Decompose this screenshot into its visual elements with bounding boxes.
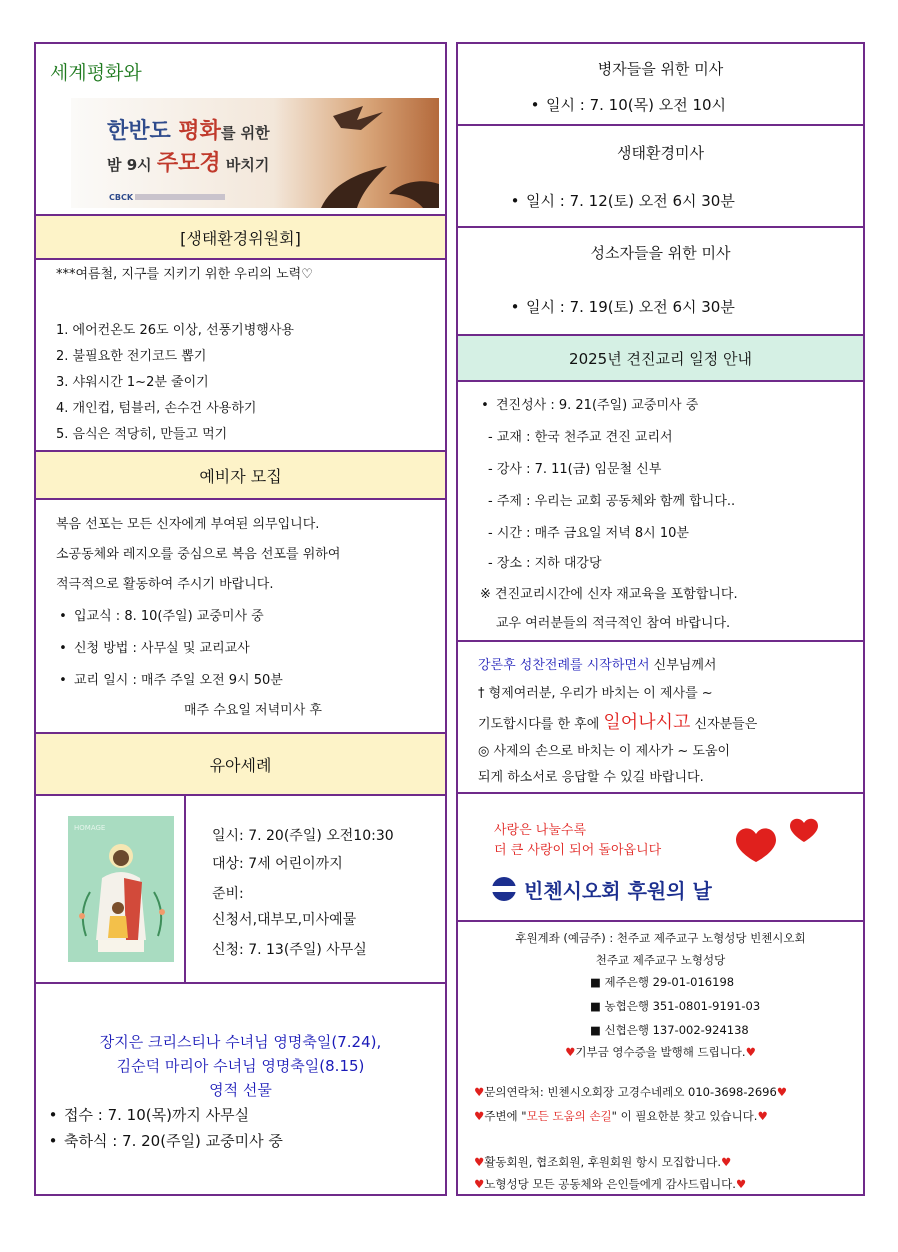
liturgy-section — [456, 640, 865, 794]
vincent-help-b: 모든 도움의 손길 — [526, 1109, 612, 1123]
catechumen-p2: 소공동체와 레지오를 중심으로 복음 선포를 위하여 — [56, 547, 341, 562]
banner-line2: 밤 9시 주모경 바치기 — [107, 151, 270, 176]
vincent-receipt: ♥기부금 영수증을 발행해 드립니다.♥ — [565, 1045, 756, 1059]
liturgy-l3a: 기도합시다를 한 후에 — [478, 717, 604, 732]
vincent-logo-icon — [492, 877, 516, 901]
catechumen-p1: 복음 선포는 모든 신자에게 부여된 의무입니다. — [56, 517, 320, 532]
confirm-header: 2025년 견진교리 일정 안내 — [456, 334, 865, 382]
vincent-thanks: ♥노형성당 모든 공동체와 은인들에게 감사드립니다.♥ — [474, 1177, 747, 1191]
catechumen-section — [34, 498, 447, 734]
liturgy-l4: ◎ 사제의 손으로 바치는 이 제사가 ~ 도움이 — [478, 744, 731, 759]
catechumen-p3: 적극적으로 활동하여 주시기 바랍니다. — [56, 577, 274, 592]
catechumen-b2 — [52, 634, 250, 664]
cbck-logo: CBCK — [109, 193, 134, 202]
eco-mass-section — [456, 124, 865, 228]
confirm-l2: - 강사 : 7. 11(금) 임문철 신부 — [488, 462, 662, 477]
vincent-bank2: ■ 농협은행 351-0801-9191-03 — [590, 999, 761, 1013]
vincent-bank3: ■ 신협은행 137-002-924138 — [590, 1023, 749, 1037]
eco-item-3: 3. 샤워시간 1~2분 줄이기 — [56, 375, 209, 390]
confirm-n1: ※ 견진교리시간에 신자 재교육을 포함합니다. — [480, 587, 738, 602]
vincent-slogan1: 사랑은 나눌수록 — [494, 823, 587, 838]
vincent-contact-text: 문의연락처: 빈첸시오회장 고경수네레오 010-3698-2696 — [484, 1085, 777, 1099]
vincent-thanks-text: 노형성당 모든 공동체와 은인들에게 감사드립니다. — [484, 1177, 736, 1191]
infant-l2: 대상: 7세 어린이까지 — [212, 856, 343, 872]
peace-banner — [71, 98, 439, 208]
youth-mass-date — [504, 294, 735, 320]
youth-mass-date-text: 일시 : 7. 19(토) 오전 6시 30분 — [526, 298, 735, 316]
vincent-bank1: ■ 제주은행 29-01-016198 — [590, 975, 735, 989]
card-label: HOMAGE — [74, 824, 106, 832]
vincent-members: ♥활동회원, 협조회원, 후원회원 항시 모집합니다.♥ — [474, 1155, 732, 1169]
confirm-b1-text: 견진성사 : 9. 21(주일) 교중미사 중 — [496, 398, 699, 413]
catechumen-b3b: 매주 수요일 저녁미사 후 — [184, 703, 322, 718]
confirm-l5: - 장소 : 지하 대강당 — [488, 556, 602, 571]
feast-b2 — [42, 1128, 283, 1154]
confirm-l3: - 주제 : 우리는 교회 공동체와 함께 합니다.. — [488, 494, 736, 509]
banner-line1: 한반도 평화를 위한 — [107, 119, 270, 144]
feast-l2: 김순덕 마리아 수녀님 영명축일(8.15) — [116, 1057, 365, 1075]
feast-l3: 영적 선물 — [209, 1081, 272, 1099]
catechumen-b1 — [52, 602, 264, 632]
liturgy-l1a: 강론후 성찬전례를 시작하면서 — [478, 658, 650, 673]
sick-mass-date — [524, 92, 726, 118]
sick-mass-section — [456, 42, 865, 126]
vincent-members-text: 활동회원, 협조회원, 후원회원 항시 모집합니다. — [484, 1155, 721, 1169]
vincent-info-section — [456, 920, 865, 1196]
vincent-contact: ♥문의연락처: 빈첸시오회장 고경수네레오 010-3698-2696♥ — [474, 1085, 788, 1099]
liturgy-l3b: 일어나시고 — [603, 712, 691, 733]
feast-b1 — [42, 1102, 249, 1128]
liturgy-l1 — [478, 652, 716, 680]
eco-item-1: 1. 에어컨온도 26도 이상, 선풍기병행사용 — [56, 323, 294, 338]
eco-mass-date — [504, 188, 735, 214]
vincent-help-a: 주변에 " — [484, 1109, 527, 1123]
vincent-banner-section — [456, 792, 865, 922]
vincent-help-c: " 이 필요한분 찾고 있습니다. — [611, 1109, 758, 1123]
infant-section — [34, 794, 447, 984]
sick-mass-date-text: 일시 : 7. 10(목) 오전 10시 — [546, 96, 727, 114]
peace-section — [34, 42, 447, 216]
infant-l3: 준비: — [212, 886, 244, 902]
eco-item-4: 4. 개인컵, 텀블러, 손수건 사용하기 — [56, 401, 257, 416]
catechumen-b3-text: 교리 일시 : 매주 주일 오전 9시 50분 — [74, 673, 283, 688]
eco-section — [34, 258, 447, 452]
vincent-help: ♥주변에 "모든 도움의 손길" 이 필요한분 찾고 있습니다.♥ — [474, 1109, 768, 1123]
youth-mass-section — [456, 226, 865, 336]
feast-section — [34, 982, 447, 1196]
confirm-b1 — [474, 390, 698, 422]
hearts-icon — [736, 819, 818, 862]
liturgy-l3 — [478, 708, 757, 740]
youth-mass-title: 성소자들을 위한 미사 — [590, 244, 731, 262]
vincent-acct2: 천주교 제주교구 노형성당 — [595, 953, 726, 967]
eco-item-5: 5. 음식은 적당히, 만들고 먹기 — [56, 427, 228, 442]
eco-intro: ***여름철, 지구를 지키기 위한 우리의 노력♡ — [56, 267, 313, 282]
confirm-l1: - 교재 : 한국 천주교 견진 교리서 — [488, 430, 673, 445]
confirm-section — [456, 380, 865, 642]
vincent-slogan2: 더 큰 사랑이 되어 돌아옵니다 — [494, 843, 662, 858]
eco-header: [생태환경위원회] — [34, 214, 447, 260]
catechumen-b1-text: 입교식 : 8. 10(주일) 교중미사 중 — [74, 609, 264, 624]
sick-mass-title: 병자들을 위한 미사 — [597, 60, 724, 78]
feast-b2-text: 축하식 : 7. 20(주일) 교중미사 중 — [64, 1132, 283, 1150]
vincent-day: 빈첸시오회 후원의 날 — [524, 879, 712, 903]
infant-header: 유아세례 — [34, 732, 447, 796]
infant-l5: 신청: 7. 13(주일) 사무실 — [212, 942, 367, 958]
confirm-l4: - 시간 : 매주 금요일 저녁 8시 10분 — [488, 526, 689, 541]
logo-caption-bar — [135, 194, 225, 200]
eco-item-2: 2. 불필요한 전기코드 뽑기 — [56, 349, 207, 364]
infant-l4: 신청서,대부모,미사예물 — [212, 912, 357, 928]
infant-card — [68, 816, 174, 962]
feast-b1-text: 접수 : 7. 10(목)까지 사무실 — [64, 1106, 250, 1124]
infant-l1: 일시: 7. 20(주일) 오전10:30 — [212, 828, 394, 844]
catechumen-header: 예비자 모집 — [34, 450, 447, 500]
liturgy-l3c: 신자분들은 — [690, 717, 758, 732]
liturgy-l1b: 신부님께서 — [649, 658, 717, 673]
vincent-acct1: 후원계좌 (예금주) : 천주교 제주교구 노형성당 빈첸시오회 — [515, 931, 806, 945]
eco-mass-title: 생태환경미사 — [617, 144, 704, 162]
catechumen-b2-text: 신청 방법 : 사무실 및 교리교사 — [74, 641, 250, 656]
peace-title: 세계평화와 — [50, 62, 142, 84]
liturgy-l5: 되게 하소서로 응답할 수 있길 바랍니다. — [478, 770, 704, 785]
liturgy-l2: † 형제여러분, 우리가 바치는 이 제사를 ~ — [478, 686, 713, 701]
eco-mass-date-text: 일시 : 7. 12(토) 오전 6시 30분 — [526, 192, 735, 210]
feast-l1: 장지은 크리스티나 수녀님 영명축일(7.24), — [99, 1033, 382, 1051]
confirm-n2: 교우 여러분들의 적극적인 참여 바랍니다. — [496, 616, 731, 631]
vincent-receipt-text: 기부금 영수증을 발행해 드립니다. — [575, 1045, 746, 1059]
infant-divider — [184, 796, 186, 982]
catechumen-b3 — [52, 666, 283, 696]
